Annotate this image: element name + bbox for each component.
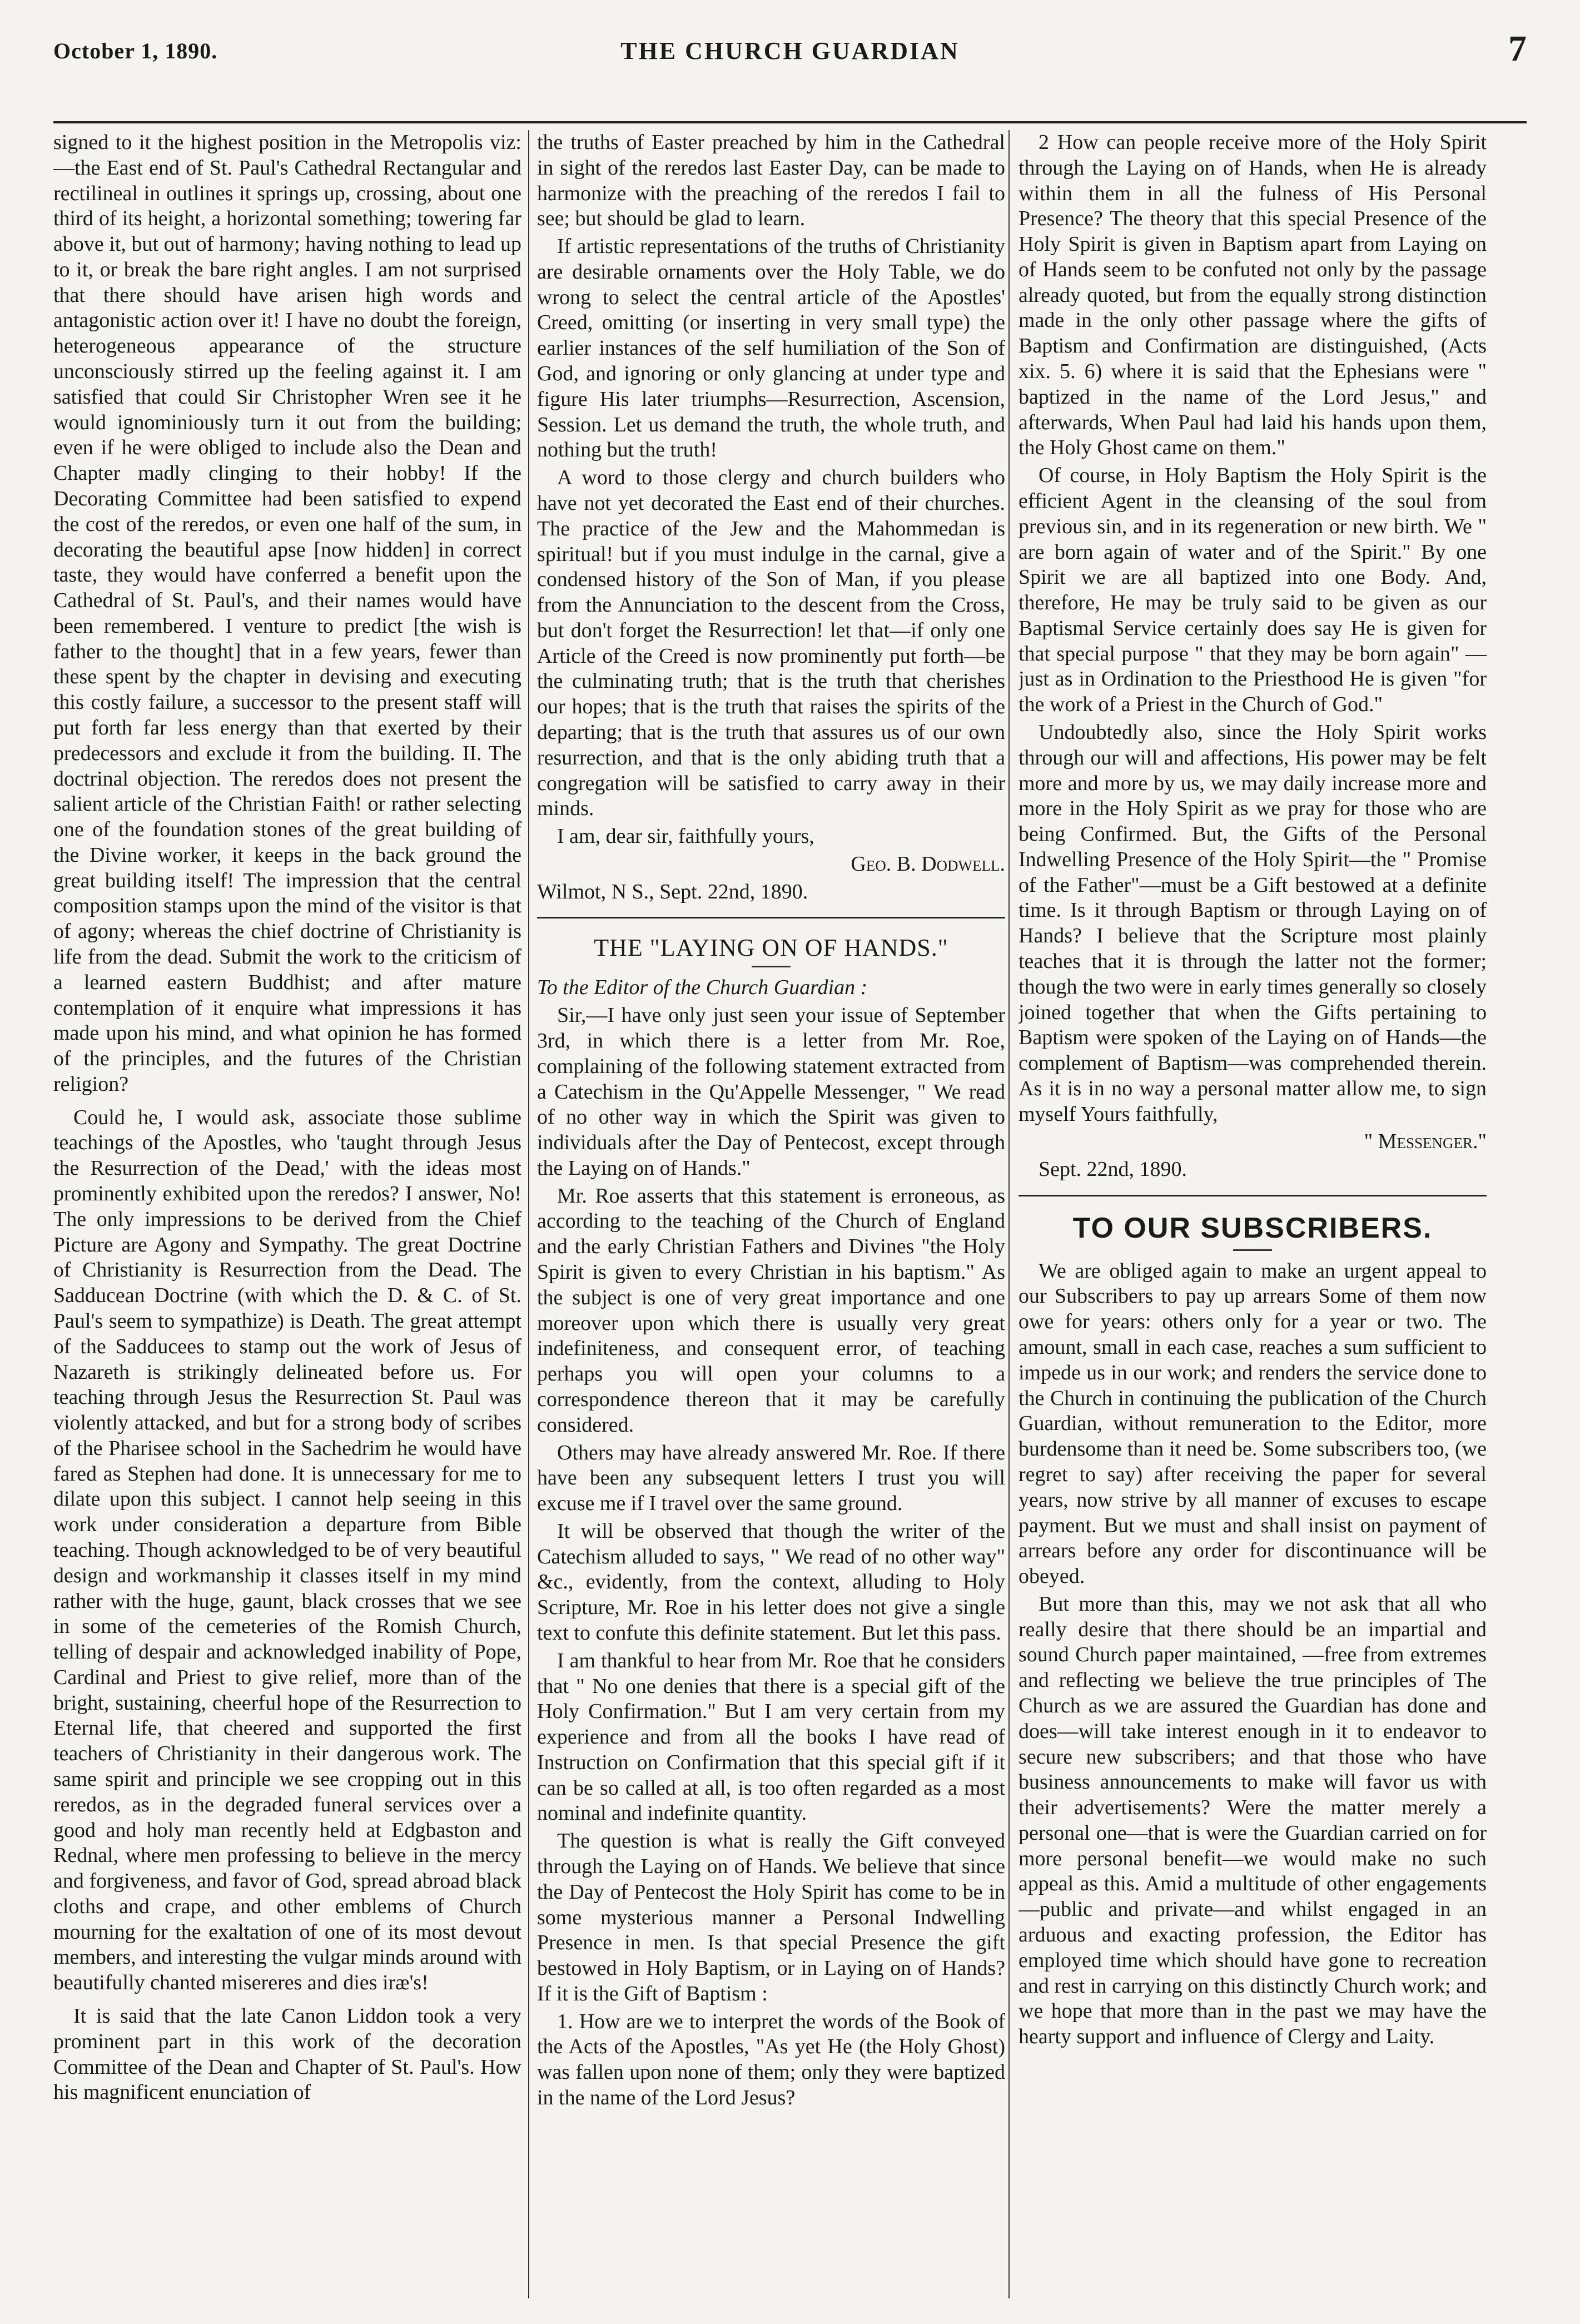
paragraph: If artistic representations of the truths of Christianity are desirable ornaments over the Holy Table, we do wrong to select the central article of the Apostles' Creed, omitting (or inserting in very small type) the earlier instances of the self humiliation of the Son of God, and ignoring or only glancing at under type and figure His later triumphs—Resurrection, Ascension, Session. Let us demand the truth, the whole truth, and nothing but the truth! (537, 235, 1005, 462)
column-3 (1018, 130, 1487, 2310)
section-rule (1018, 1195, 1487, 1196)
paragraph: Others may have already answered Mr. Roe. If there have been any subsequent letters I trust you will excuse me if I travel over the same ground. (537, 1441, 1005, 1516)
issue-date: October 1, 1890. (53, 38, 218, 63)
column-1 (53, 130, 521, 2310)
letter-signature: Geo. B. Dodwell. (851, 852, 1005, 876)
column-2 (537, 130, 1005, 2310)
page-number: 7 (1508, 28, 1527, 69)
section-rule (537, 917, 1005, 918)
page-header (53, 23, 1527, 73)
header-rule (53, 121, 1527, 123)
paragraph: 2 How can people receive more of the Holy Spirit through the Laying on of Hands, when He is already within them in all the fulness of His Personal Presence? The theory that this special Presence of the Holy Spirit is given in Baptism apart from Laying on of Hands seem to be confuted not only by the passage already quoted, but from the equally strong distinction made in the only other passage where the gifts of Baptism and Confirmation are distinguished, (Acts xix. 5. 6) where it is said that the Ephesians were " baptized in the name of the Lord Jesus," and afterwards, When Paul had laid his hands upon them, the Holy Ghost came on them." (1018, 131, 1487, 460)
paragraph: the truths of Easter preached by him in the Cathedral in sight of the reredos last Easter Day, can be made to harmonize with the preaching of the reredos I fail to see; but should be glad to learn. (537, 131, 1005, 231)
paragraph: A word to those clergy and church builders who have not yet decorated the East end of their churches. The practice of the Jew and the Mahommedan is spiritual! but if you must indulge in the carnal, give a condensed history of the Son of Man, if you please from the Annunciation to the descent from the Cross, but don't forget the Resurrection! let that—if only one Article of the Creed is now prominently put forth—be the culminating truth; that is the truth that cherishes our hopes; that is the truth that raises the spirits of the departing; that is the truth that assures us of our own resurrection, and that is the only abiding truth that a congregation will be satisfied to carry away in their minds. (537, 466, 1005, 821)
letter-closing: I am, dear sir, faithfully yours, (557, 825, 814, 848)
paragraph: But more than this, may we not ask that all who really desire that there should be an impartial and sound Church paper maintained, —free from extremes and reflecting we believe the true principles of The Church as we are assured the Guardian has done and does—will take interest enough in it to endeavor to secure new subscribers; and that those who have business announcements to make will favor us with their advertisements? Were the matter merely a personal one—that is were the Guardian carried on for more personal benefit—we would make no such appeal as this. Amid a multitude of other engagements—public and private—and whilst engaged in an arduous and exacting profession, the Editor has employed time which should have gone to recreation and rest in carrying on this distinctly Church work; and we hope that more than in the past we may have the hearty support and influence of Clergy and Laity. (1018, 1592, 1487, 2049)
paragraph: It is said that the late Canon Liddon took a very prominent part in this work of the decoration Committee of the Dean and Chapter of St. Paul's. How his magnificent enunciation of (53, 2004, 521, 2104)
paragraph: I am thankful to hear from Mr. Roe that he considers that " No one denies that there is a special gift of the Holy Confirmation." But I am very certain from my experience and from all the books I have read of Instruction on Confirmation that this special gift if it can be so called at all, is too often regarded as a most nominal and indefinite quantity. (537, 1648, 1005, 1825)
letter-place-date: Wilmot, N S., Sept. 22nd, 1890. (537, 880, 808, 903)
column-divider (1008, 130, 1010, 2298)
paragraph: Undoubtedly also, since the Holy Spirit works through our will and affections, His power may be felt more and more by us, we may daily increase more and more in the Holy Spirit as we pray for those who are being Confirmed. But, the Gifts of the Personal Indwelling Presence of the Holy Spirit—the " Promise of the Father"—must be a Gift bestowed at a definite time. Is it through Baptism or through Laying on of Hands? I believe that the Scripture most plainly teaches that it is through the latter not the former; though the two were in early times generally so closely joined together that when the Gifts pertaining to Baptism were spoken of the Laying on of Hands—the complement of Baptism—was comprehended therein. As it is in no way a personal matter allow me, to sign myself Yours faithfully, (1018, 720, 1487, 1126)
salutation: To the Editor of the Church Guardian : (537, 976, 868, 1000)
paragraph: signed to it the highest position in the Metropolis viz:—the East end of St. Paul's Cathedral Rectangular and rectilineal in outlines it springs up, crossing, about one third of its height, a horizontal something; towering far above it, but out of harmony; having nothing to lead up to it, or break the bare right angles. I am not surprised that there should have arisen high words and antagonistic action over it! I have no doubt the foreign, heterogeneous appearance of the structure unconsciously stirred up the feeling against it. I am satisfied that could Sir Christopher Wren see it he would ignominiously turn it out from the building; even if he were obliged to include also the Dean and Chapter madly clinging to their hobby! If the Decorating Committee had been satisfied to expend the cost of the reredos, or even one half of the sum, in decorating the beautiful apse [now hidden] in correct taste, they would have conferred a benefit upon the Cathedral of St. Paul's, and their names would have been remembered. I venture to predict [the wish is father to the thought] that in a few years, fewer than these spent by the chapter in devising and executing this costly failure, a successor to the present staff will put forth far less energy than that exerted by their predecessors and exclude it from the building. II. The doctrinal objection. The reredos does not present the salient article of the Christian Faith! or rather selecting one of the foundation stones of the great building of the Divine worker, it keeps in the back ground the great building itself! The impression that the central composition stamps upon the mind of the visitor is that of agony; whereas the chief doctrine of Christianity is life from the dead. Submit the work to the criticism of a learned eastern Buddhist; and after mature contemplation of it enquire what impressions it has made upon his mind, and what opinion he has formed of the principles, and the futures of the Christian religion? (53, 131, 521, 1096)
article-heading: TO OUR SUBSCRIBERS. (1072, 1212, 1433, 1245)
paragraph: Sir,—I have only just seen your issue of September 3rd, in which there is a letter from Mr. Roe, complaining of the following statement extracted from a Catechism in the Qu'Appelle Messenger, " We read of no other way in which the Spirit was given to individuals after the Day of Pentecost, except through the Laying on of Hands." (537, 1004, 1005, 1180)
paragraph: Mr. Roe asserts that this statement is erroneous, as according to the teaching of the Church of England and the early Christian Fathers and Divines "the Holy Spirit is given to every Christian in his baptism." As the subject is one of very great importance and one moreover upon which there is usually very great indefiniteness, and consequent error, of teaching perhaps you will open your columns to a correspondence thereon that it may be carefully considered. (537, 1184, 1005, 1437)
paragraph: 1. How are we to interpret the words of the Book of the Acts of the Apostles, "As yet He (the Holy Ghost) was fallen upon none of them; only they were baptized in the name of the Lord Jesus? (537, 2009, 1005, 2110)
article-heading: THE "LAYING ON OF HANDS." (594, 934, 948, 962)
column-divider (528, 130, 529, 2298)
letter-date: Sept. 22nd, 1890. (1039, 1158, 1188, 1181)
heading-rule (752, 966, 791, 967)
paragraph: The question is what is really the Gift conveyed through the Laying on of Hands. We believe that since the Day of Pentecost the Holy Spirit has come to be in some mysterious manner a Personal Indwelling Presence in men. Is that special Presence the gift bestowed in Holy Baptism, or in Laying on of Hands? If it is the Gift of Baptism : (537, 1829, 1005, 2005)
paragraph: It will be observed that though the writer of the Catechism alluded to says, " We read of no other way" &c., evidently, from the context, alluding to Holy Scripture, Mr. Roe in his letter does not give a single text to confute this definite statement. But let this pass. (537, 1519, 1005, 1645)
heading-rule (1233, 1249, 1272, 1251)
letter-signature: " Messenger." (1364, 1130, 1487, 1154)
paragraph: Of course, in Holy Baptism the Holy Spirit is the efficient Agent in the cleansing of the soul from previous sin, and in its regeneration or new birth. We " are born again of water and of the Spirit." By one Spirit we are all baptized into one Body. And, therefore, He may be truly said to be given as our Baptismal Service certainly does say He is given for that special purpose " that they may be born again" —just as in Ordination to the Priesthood He is given "for the work of a Priest in the Church of God." (1018, 464, 1487, 717)
paragraph: Could he, I would ask, associate those sublime teachings of the Apostles, who 'taught through Jesus the Resurrection of the Dead,' with the ideas most prominently exhibited upon the reredos? I answer, No! The only impressions to be derived from the Chief Picture are Agony and Sympathy. The great Doctrine of Christianity is Resurrection from the Dead. The Sadducean Doctrine (with which the D. & C. of St. Paul's seem to sympathize) is Death. The great attempt of the Sadducees to stamp out the work of Jesus of Nazareth is strikingly delineated before us. For teaching through Jesus the Resurrection St. Paul was violently attacked, and but for a strong body of scribes of the Pharisee school in the Sachedrim he would have fared as Stephen had done. It is unnecessary for me to dilate upon this subject. I cannot help seeing in this work under consideration a departure from Bible teaching. Though acknowledged to be of very beautiful design and workmanship it classes itself in my mind rather with the huge, gaunt, black crosses that we see in some of the cemeteries of the Romish Church, telling of despair and acknowledged inability of Pope, Cardinal and Priest to give relief, more than of the bright, sustaining, cheerful hope of the Resurrection to Eternal life, that cheered and supported the first teachers of Christianity in their dangerous work. The same spirit and principle we see cropping out in this reredos, as in the degraded funeral services over a good and holy man recently held at Edgbaston and Rednal, where men professing to believe in the mercy and forgiveness, and favor of God, spread abroad black cloths and crape, and other emblems of Church mourning for the exaltation of one of its most devout members, and interesting the vulgar minds around with beautifully chanted misereres and dies iræ's! (53, 1105, 521, 1995)
paragraph: We are obliged again to make an urgent appeal to our Subscribers to pay up arrears Some of them now owe for years: others only for a year or two. The amount, small in each case, reaches a sum sufficient to impede us in our work; and renders the service done to the Church in continuing the publication of the Church Guardian, without remuneration to the Editor, more burdensome than it need be. Some subscribers too, (we regret to say) after receiving the paper for several years, now strive by all manner of excuses to escape payment. But we must and shall insist on payment of arrears before any order for discontinuance will be obeyed. (1018, 1259, 1487, 1588)
newspaper-title: THE CHURCH GUARDIAN (620, 37, 960, 64)
